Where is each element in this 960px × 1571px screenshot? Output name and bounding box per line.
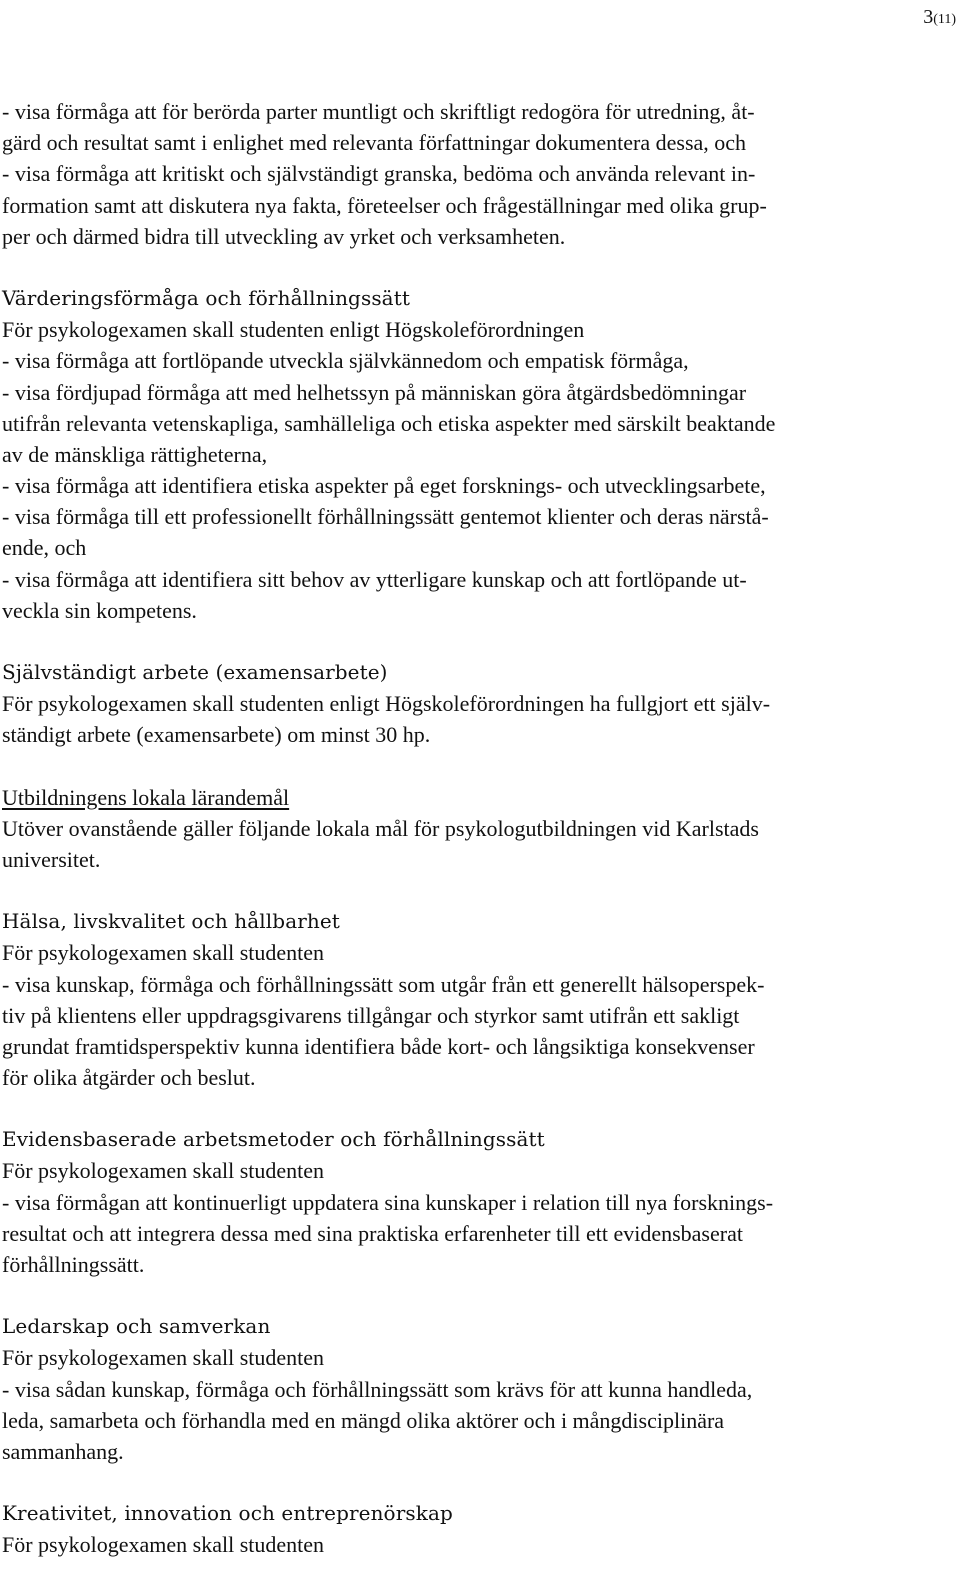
page-number-total: (11) bbox=[933, 12, 956, 27]
section-creativity bbox=[2, 1498, 956, 1560]
section-local-goals bbox=[2, 782, 956, 876]
intro-line: - visa förmåga att för berörda parter muntligt och skriftligt redogöra för utredning, åt- bbox=[2, 99, 755, 124]
section-evidence bbox=[2, 1124, 956, 1280]
intro-line: gärd och resultat samt i enlighet med relevanta författningar dokumentera dessa, och bbox=[2, 130, 747, 156]
section-values bbox=[2, 283, 956, 626]
paragraph-line: - visa fördjupad förmåga att med helhetssyn på människan göra åtgärdsbedömningar bbox=[2, 379, 747, 405]
paragraph-line: förhållningssätt. bbox=[2, 1252, 145, 1277]
paragraph-line: veckla sin kompetens. bbox=[2, 597, 197, 623]
section-health bbox=[2, 906, 956, 1093]
intro-line: per och därmed bidra till utveckling av yrket och verksamheten. bbox=[2, 223, 566, 249]
paragraph-line: ständigt arbete (examensarbete) om minst 30 hp. bbox=[2, 722, 431, 748]
paragraph-line: ende, och bbox=[2, 535, 87, 561]
section-heading: Hälsa, livskvalitet och hållbarhet bbox=[2, 909, 340, 934]
page-number-main: 3 bbox=[923, 6, 934, 28]
paragraph-line: - visa förmåga till ett professionellt förhållningssätt gentemot klienter och deras närstå- bbox=[2, 504, 769, 530]
paragraph-line: - visa förmåga att fortlöpande utveckla självkännedom och empatisk förmåga, bbox=[2, 348, 689, 374]
paragraph-line: För psykologexamen skall studenten enligt Högskoleförordningen bbox=[2, 317, 585, 343]
paragraph-line: För psykologexamen skall studenten enligt Högskoleförordningen ha fullgjort ett själv- bbox=[2, 691, 771, 717]
paragraph-line: Utöver ovanstående gäller följande lokala mål för psykologutbildningen vid Karlstads bbox=[2, 815, 759, 841]
paragraph-line: - visa förmåga att identifiera etiska aspekter på eget forsknings- och utvecklingsarbete, bbox=[2, 473, 766, 499]
paragraph-line: - visa kunskap, förmåga och förhållningssätt som utgår från ett generellt hälsoperspek- bbox=[2, 971, 765, 997]
paragraph-line: För psykologexamen skall studenten bbox=[2, 1158, 325, 1184]
paragraph-line: universitet. bbox=[2, 846, 101, 872]
intro-line: formation samt att diskutera nya fakta, företeelser och frågeställningar med olika grup- bbox=[2, 192, 767, 218]
paragraph-line: för olika åtgärder och beslut. bbox=[2, 1065, 256, 1091]
paragraph-line: - visa förmågan att kontinuerligt uppdatera sina kunskaper i relation till nya forsknings- bbox=[2, 1189, 774, 1215]
paragraph-line: sammanhang. bbox=[2, 1438, 124, 1464]
section-heading-underlined: Utbildningens lokala lärandemål bbox=[2, 784, 290, 810]
section-leadership bbox=[2, 1311, 956, 1467]
section-heading: Ledarskap och samverkan bbox=[2, 1314, 271, 1339]
section-thesis bbox=[2, 657, 956, 751]
paragraph-line: leda, samarbeta och förhandla med en mängd olika aktörer och i mångdisciplinära bbox=[2, 1407, 725, 1433]
paragraph-line: resultat och att integrera dessa med sina praktiska erfarenheter till ett evidensbaserat bbox=[2, 1220, 743, 1246]
section-heading: Värderingsförmåga och förhållningssätt bbox=[2, 285, 410, 310]
section-heading: Kreativitet, innovation och entreprenörskap bbox=[2, 1501, 453, 1526]
intro-line: - visa förmåga att kritiskt och självständigt granska, bedöma och använda relevant in- bbox=[2, 161, 756, 187]
intro-block bbox=[2, 96, 956, 252]
paragraph-line: tiv på klientens eller uppdragsgivarens tillgångar och styrkor samt utifrån ett sakligt bbox=[2, 1002, 740, 1028]
paragraph-line: grundat framtidsperspektiv kunna identifiera både kort- och långsiktiga konsekvenser bbox=[2, 1033, 755, 1059]
paragraph-line: För psykologexamen skall studenten bbox=[2, 940, 325, 966]
paragraph-line: utifrån relevanta vetenskapliga, samhälleliga och etiska aspekter med särskilt beaktande bbox=[2, 410, 776, 436]
section-heading: Evidensbaserade arbetsmetoder och förhållningssätt bbox=[2, 1127, 545, 1152]
paragraph-line: av de mänskliga rättigheterna, bbox=[2, 441, 268, 467]
section-heading: Självständigt arbete (examensarbete) bbox=[2, 660, 388, 684]
document-body bbox=[2, 96, 956, 1561]
paragraph-line: För psykologexamen skall studenten bbox=[2, 1532, 325, 1558]
page-number bbox=[923, 6, 956, 31]
paragraph-line: - visa förmåga att identifiera sitt behov av ytterligare kunskap och att fortlöpande ut- bbox=[2, 566, 747, 592]
paragraph-line: För psykologexamen skall studenten bbox=[2, 1345, 325, 1371]
paragraph-line: - visa sådan kunskap, förmåga och förhållningssätt som krävs för att kunna handleda, bbox=[2, 1376, 753, 1402]
